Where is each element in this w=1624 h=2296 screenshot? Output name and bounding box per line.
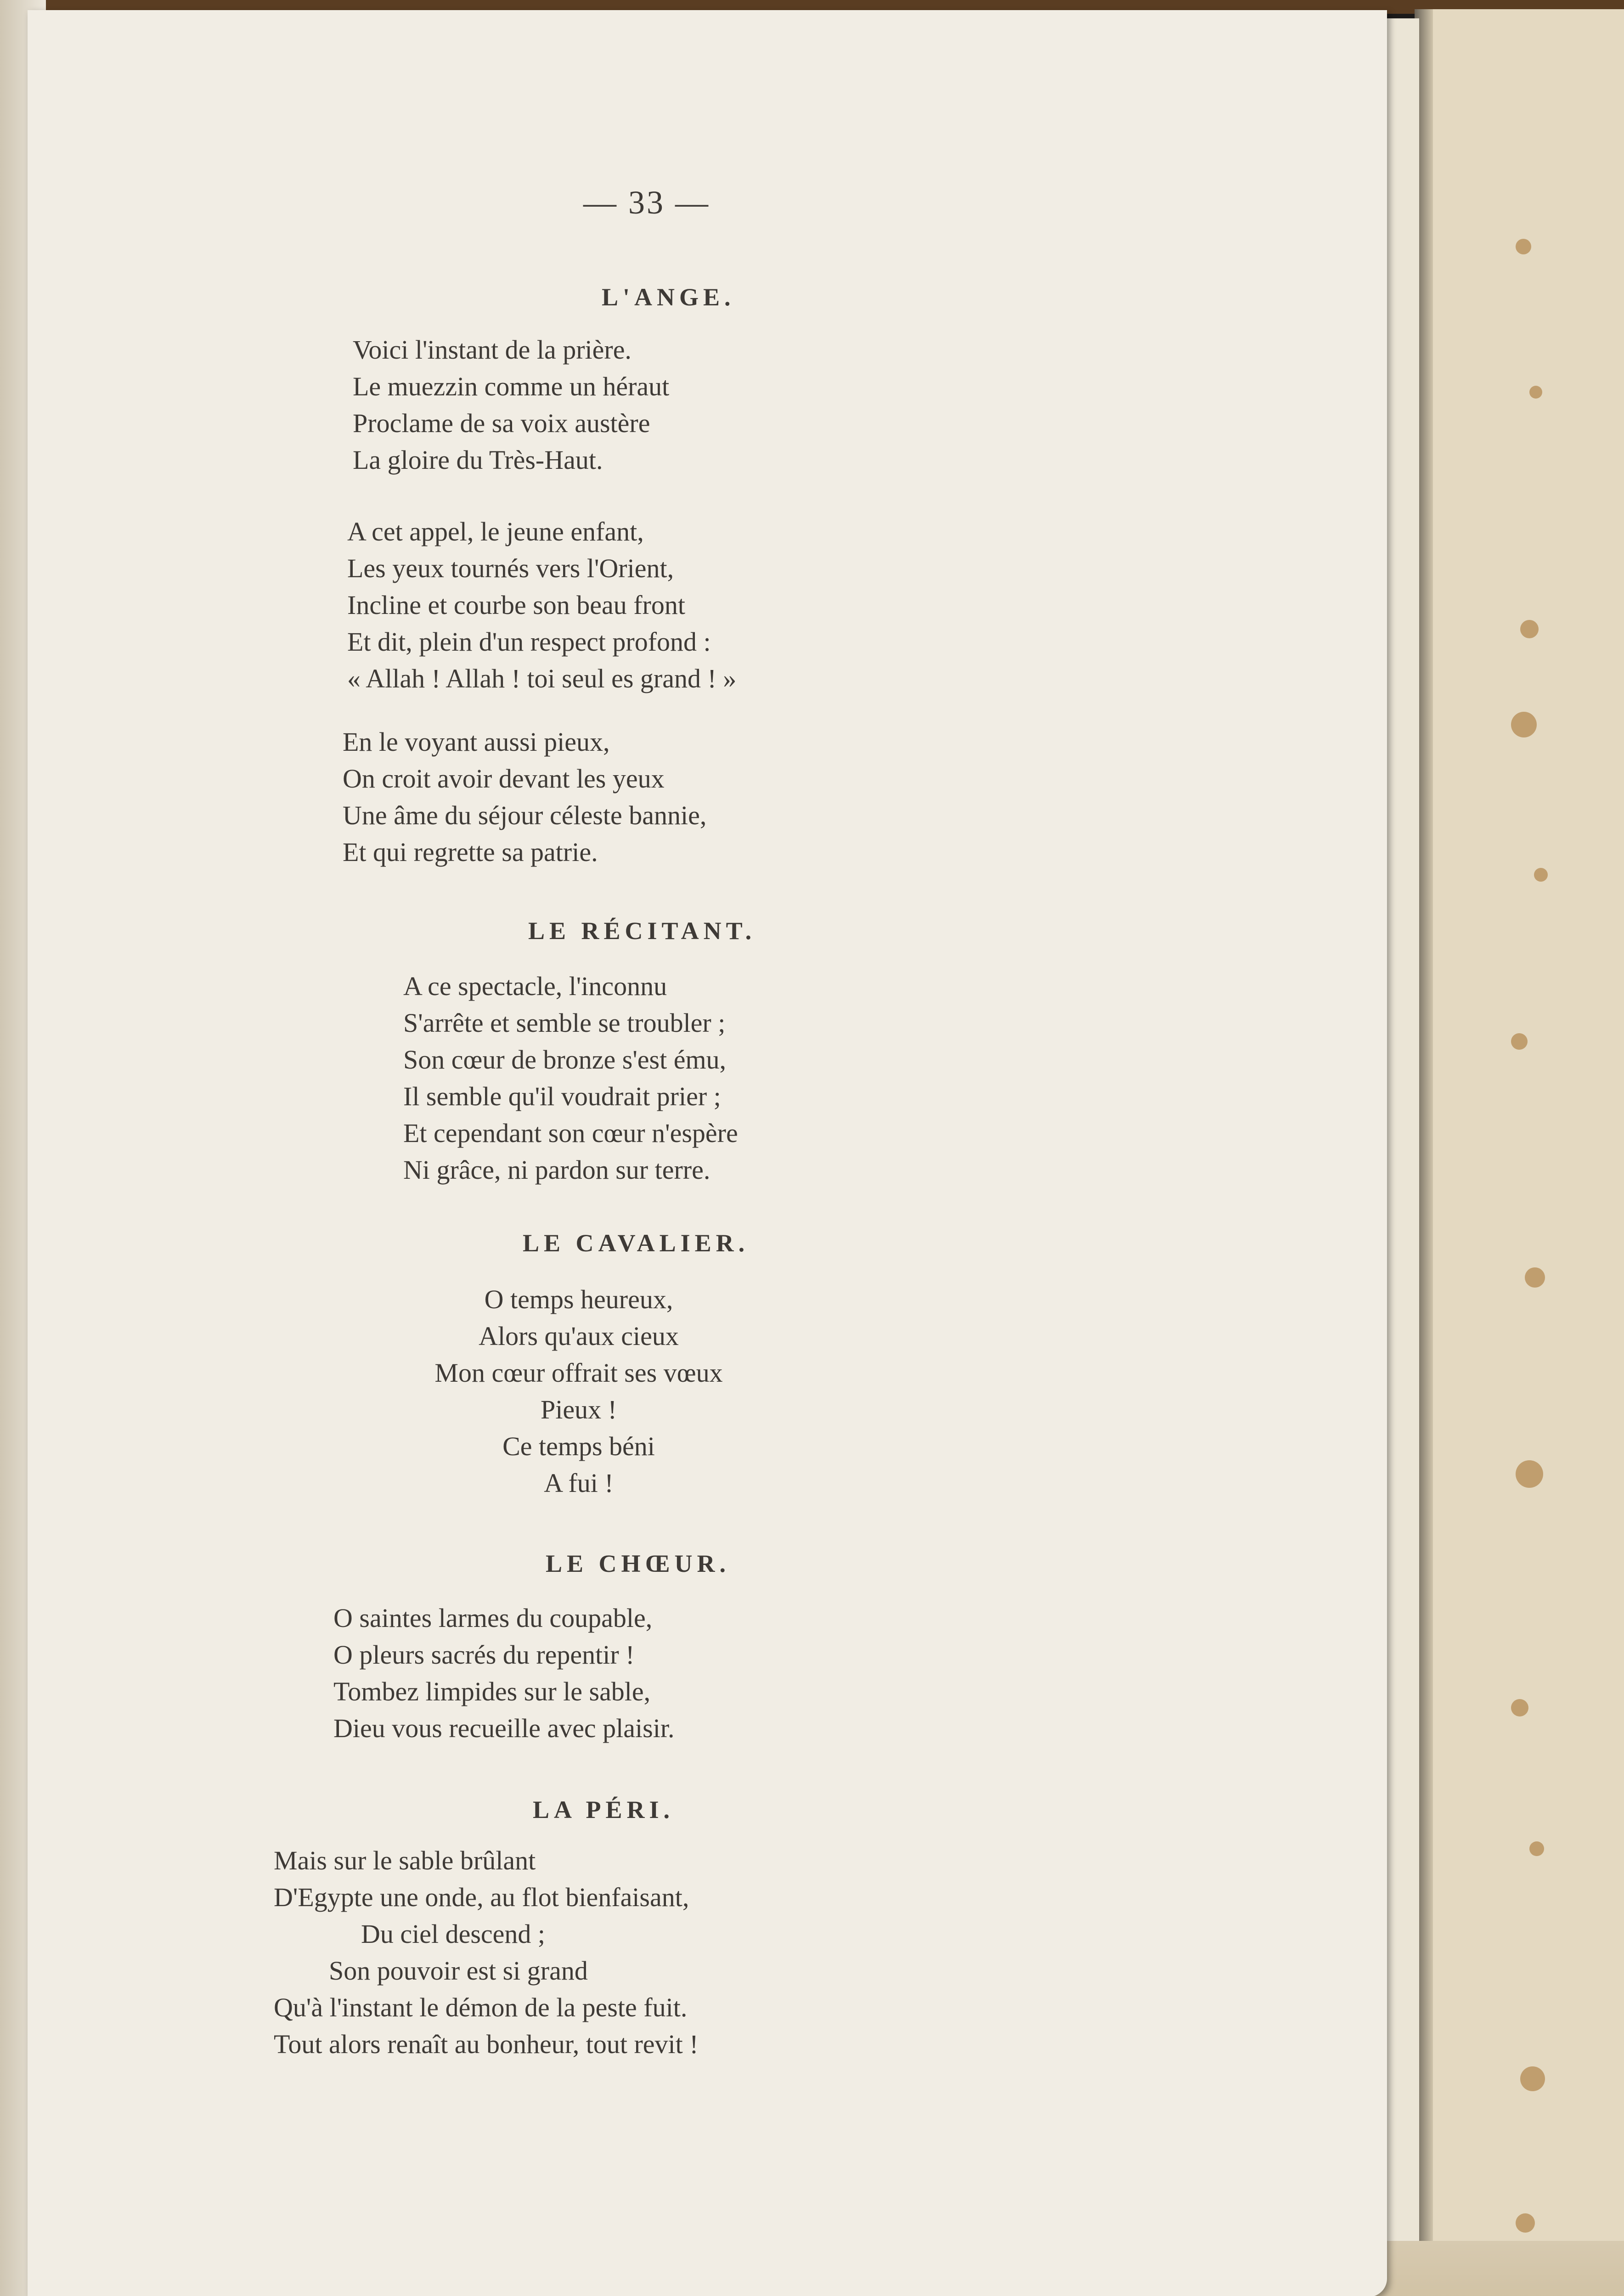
verse-line: A ce spectacle, l'inconnu	[403, 971, 667, 1001]
foxing-spot	[1529, 1841, 1544, 1856]
verse-line: A fui !	[544, 1468, 614, 1498]
facing-page-edge	[1419, 9, 1624, 2296]
foxing-spot	[1511, 1699, 1528, 1716]
verse-line: La gloire du Très-Haut.	[353, 445, 603, 475]
verse-line: Et qui regrette sa patrie.	[343, 837, 598, 867]
foxing-spot	[1529, 386, 1542, 399]
verse-line: Et dit, plein d'un respect profond :	[347, 627, 711, 657]
verse-line: Tombez limpides sur le sable,	[333, 1677, 651, 1706]
verse-line: En le voyant aussi pieux,	[343, 727, 610, 757]
foxing-spot	[1520, 620, 1539, 638]
foxing-spot	[1516, 239, 1531, 254]
verse-line: Il semble qu'il voudrait prier ;	[403, 1081, 721, 1111]
stanza	[343, 724, 706, 871]
foxing-spot	[1525, 1267, 1545, 1288]
verse-line: Tout alors renaît au bonheur, tout revit !	[274, 2029, 699, 2059]
verse-line: Les yeux tournés vers l'Orient,	[347, 553, 674, 583]
verse-line: Mon cœur offrait ses vœux	[434, 1358, 723, 1388]
verse-line: Une âme du séjour céleste bannie,	[343, 800, 707, 830]
foxing-spot	[1534, 868, 1548, 882]
verse-line: Son pouvoir est si grand	[329, 1956, 588, 1986]
verse-line: Et cependant son cœur n'espère	[403, 1118, 738, 1148]
foxing-spot	[1511, 1033, 1528, 1050]
verse-line: D'Egypte une onde, au flot bienfaisant,	[274, 1882, 689, 1912]
verse-line: Du ciel descend ;	[361, 1919, 546, 1949]
verse-line: « Allah ! Allah ! toi seul es grand ! »	[347, 664, 737, 693]
verse-line: O saintes larmes du coupable,	[333, 1603, 653, 1633]
verse-line: Ni grâce, ni pardon sur terre.	[403, 1155, 710, 1185]
verse-line: Alors qu'aux cieux	[479, 1321, 679, 1351]
stanza	[353, 332, 669, 478]
verse-line: O temps heureux,	[484, 1284, 673, 1314]
stanza	[274, 1842, 699, 2063]
stanza	[347, 513, 736, 697]
verse-line: Qu'à l'instant le démon de la peste fuit.	[274, 1992, 688, 2022]
foxing-spot	[1516, 2213, 1535, 2233]
verse-line: S'arrête et semble se troubler ;	[403, 1008, 726, 1038]
verse-line: Incline et courbe son beau front	[347, 590, 685, 620]
verse-line: Dieu vous recueille avec plaisir.	[333, 1713, 675, 1743]
section-heading-cavalier: LE CAVALIER.	[523, 1229, 750, 1257]
verse-line: On croit avoir devant les yeux	[343, 764, 665, 793]
verse-line: Son cœur de bronze s'est ému,	[403, 1045, 727, 1075]
verse-line: Voici l'instant de la prière.	[353, 335, 632, 365]
verse-line: Mais sur le sable brûlant	[274, 1846, 536, 1875]
section-heading-ange: L'ANGE.	[602, 283, 735, 311]
stanza	[403, 968, 738, 1188]
verse-line: O pleurs sacrés du repentir !	[333, 1640, 635, 1670]
page-number: — 33 —	[583, 184, 710, 221]
section-heading-choeur: LE CHŒUR.	[546, 1550, 731, 1577]
foxing-spot	[1516, 1460, 1543, 1488]
verse-line: A cet appel, le jeune enfant,	[347, 517, 644, 546]
foxing-spot	[1520, 2066, 1545, 2091]
verse-line: Ce temps béni	[502, 1431, 655, 1461]
section-heading-peri: LA PÉRI.	[533, 1796, 675, 1823]
verse-line: Proclame de sa voix austère	[353, 408, 650, 438]
stanza-centered	[395, 1281, 762, 1502]
verse-line: Le muezzin comme un héraut	[353, 371, 670, 401]
foxing-spot	[1511, 712, 1537, 737]
verse-line: Pieux !	[541, 1395, 617, 1424]
section-heading-recitant: LE RÉCITANT.	[528, 917, 756, 945]
stanza	[333, 1600, 674, 1747]
